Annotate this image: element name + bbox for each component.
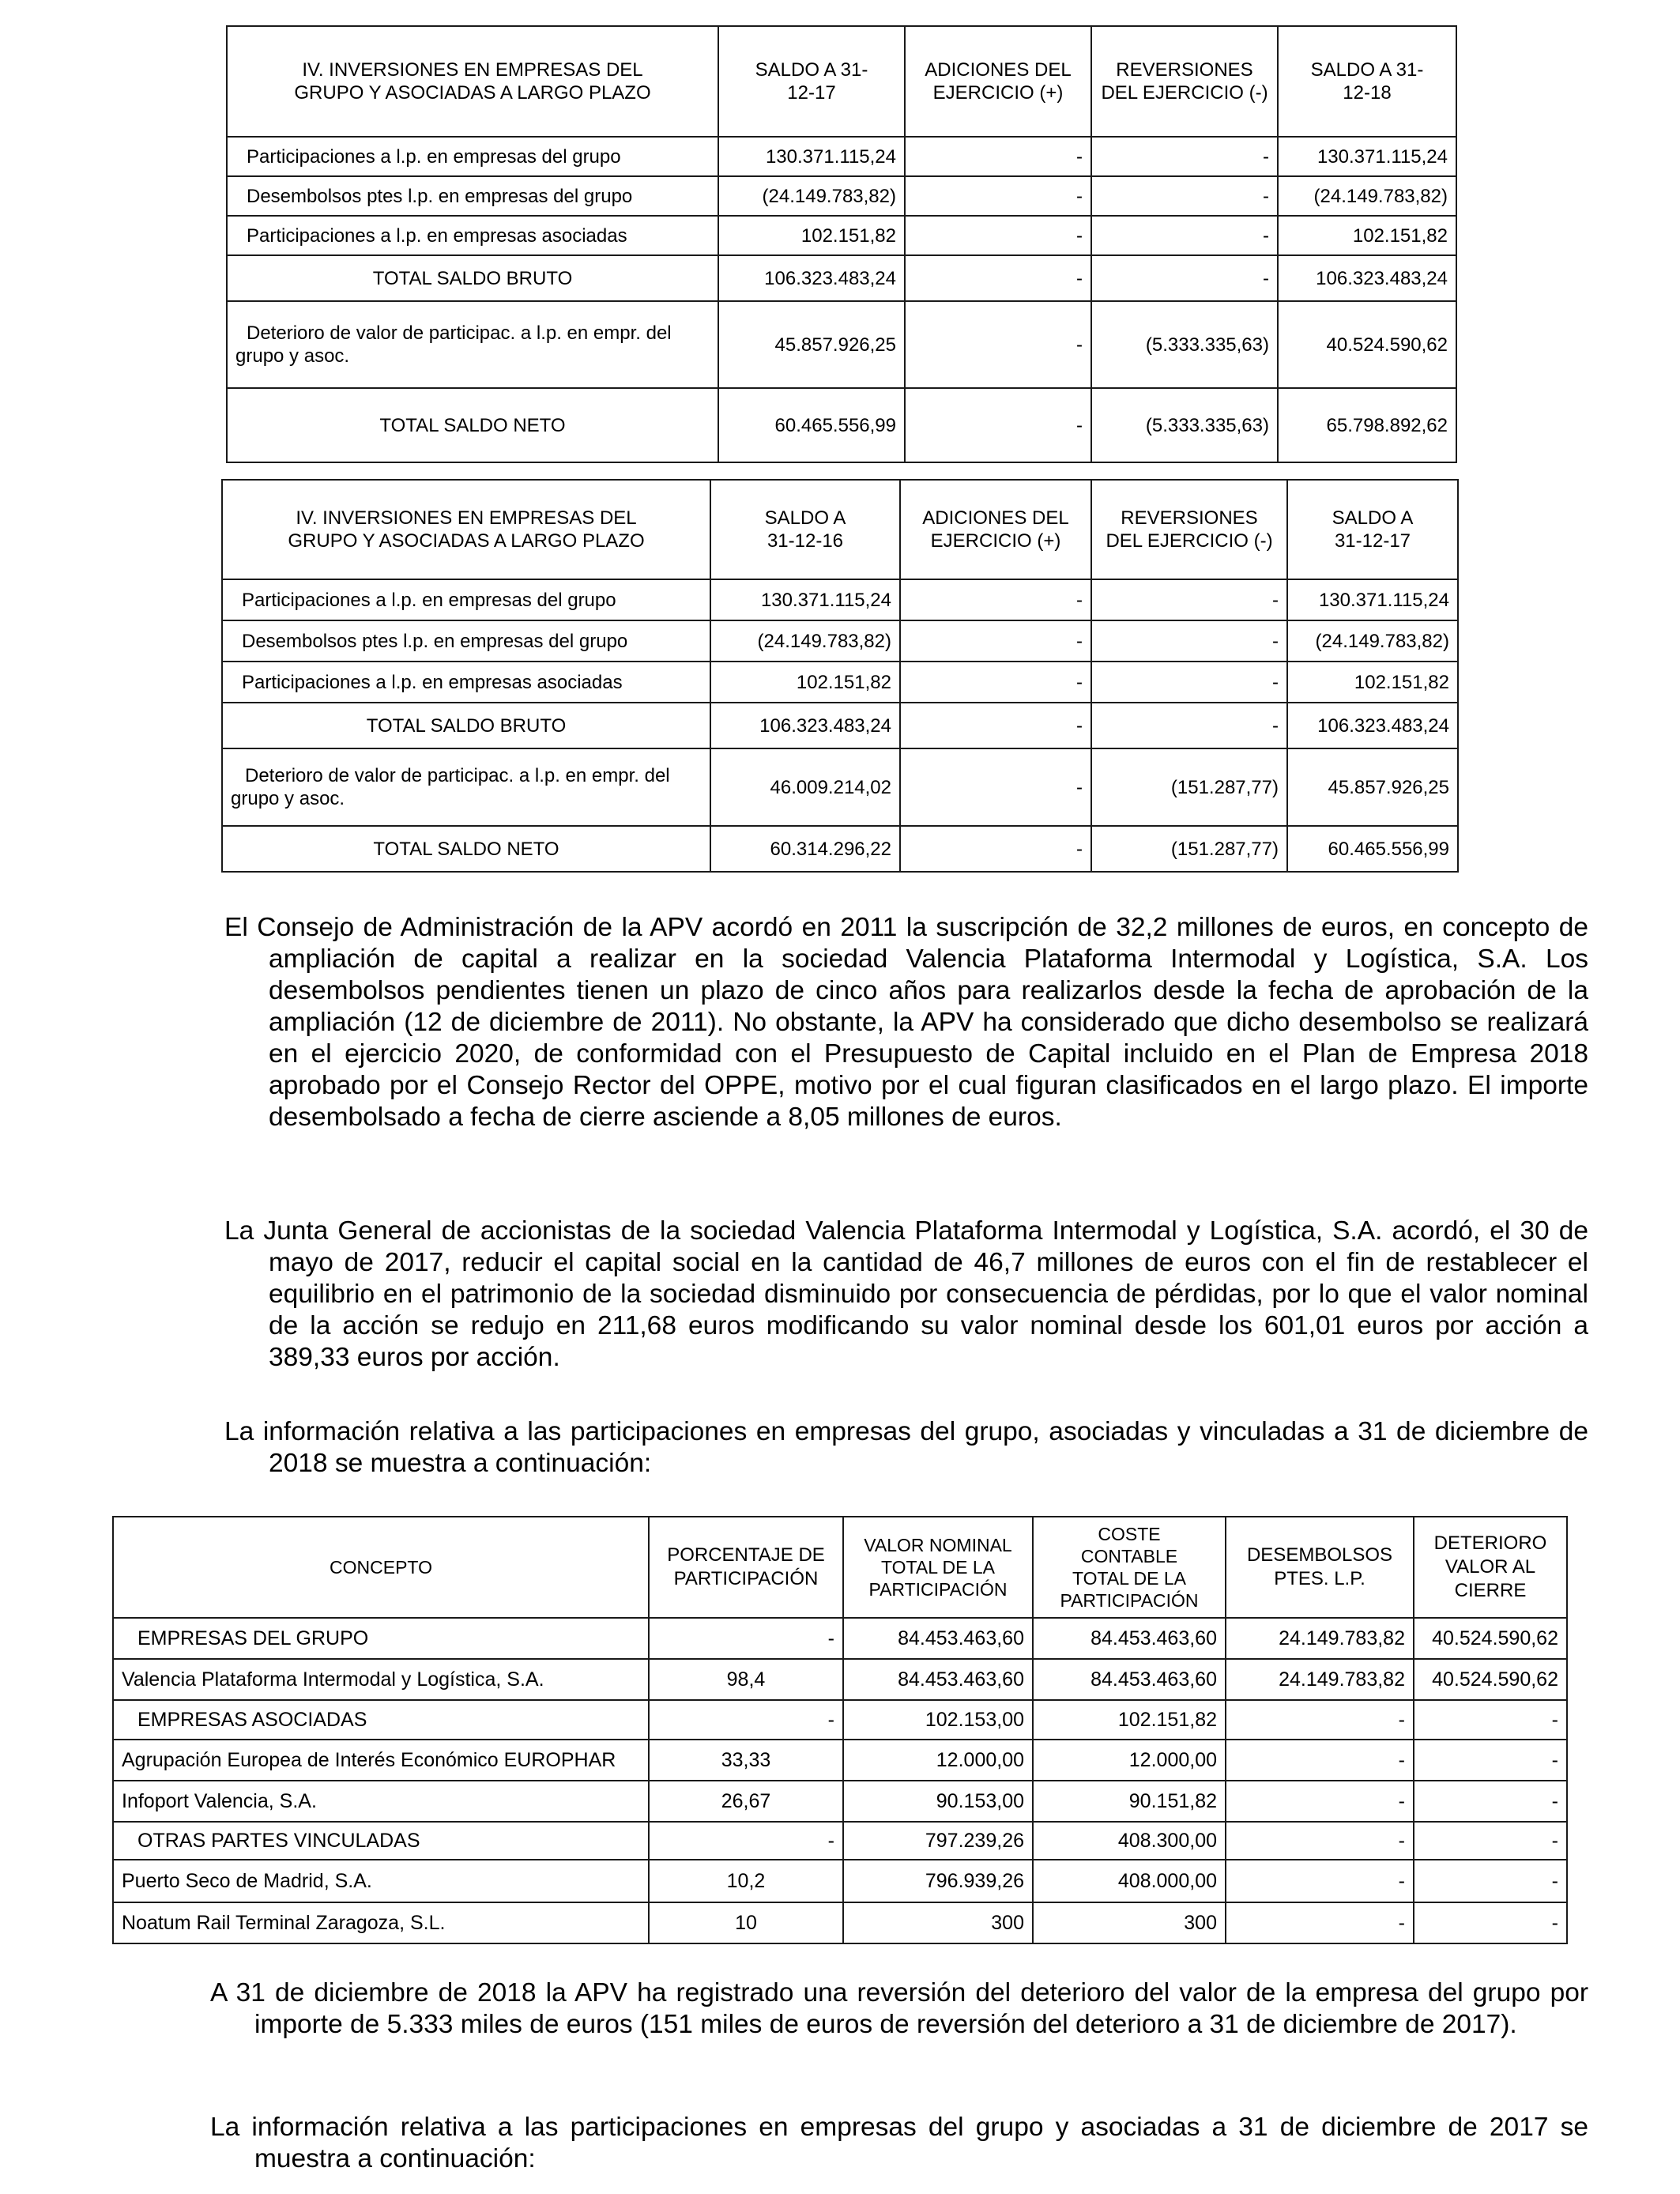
row-label: Participaciones a l.p. en empresas del grupo [227, 137, 718, 176]
cell-value: 102.151,82 [1033, 1700, 1226, 1740]
cell-value: 106.323.483,24 [1278, 255, 1456, 301]
table-row-total [222, 703, 1458, 748]
cell-value: - [1091, 662, 1287, 703]
cell-value: - [1414, 1781, 1567, 1822]
cell-value: (24.149.783,82) [710, 620, 900, 662]
table-header-row [227, 26, 1456, 137]
table-row [227, 176, 1456, 216]
cell-value: 130.371.115,24 [1287, 579, 1458, 620]
cell-value: 26,67 [649, 1781, 843, 1822]
cell-value: 102.153,00 [843, 1700, 1033, 1740]
cell-value: 408.300,00 [1033, 1822, 1226, 1860]
cell-value: - [1226, 1822, 1414, 1860]
participations-table-2018 [112, 1516, 1568, 1944]
table-row [113, 1781, 1567, 1822]
header-desembolsos: DESEMBOLSOS PTES. L.P. [1226, 1517, 1414, 1618]
table-row-total [222, 826, 1458, 872]
cell-value: 130.371.115,24 [710, 579, 900, 620]
table-row [222, 662, 1458, 703]
table-row-section [113, 1700, 1567, 1740]
table-row [113, 1659, 1567, 1700]
row-label: TOTAL SALDO BRUTO [222, 703, 710, 748]
cell-value: - [1226, 1860, 1414, 1902]
cell-value: 98,4 [649, 1659, 843, 1700]
row-label: Puerto Seco de Madrid, S.A. [113, 1860, 649, 1902]
cell-value: 84.453.463,60 [1033, 1659, 1226, 1700]
table-row-total [227, 255, 1456, 301]
cell-value: - [1226, 1700, 1414, 1740]
cell-value: - [1091, 216, 1278, 255]
cell-value: - [1091, 255, 1278, 301]
row-label: OTRAS PARTES VINCULADAS [113, 1822, 649, 1860]
cell-value: 84.453.463,60 [843, 1659, 1033, 1700]
header-adiciones: ADICIONES DEL EJERCICIO (+) [900, 480, 1091, 579]
cell-value: 10 [649, 1902, 843, 1943]
cell-value: - [905, 137, 1091, 176]
cell-value: - [649, 1822, 843, 1860]
investments-table-2018 [226, 25, 1457, 463]
cell-value: - [900, 620, 1091, 662]
paragraph-capital-reduction: La Junta General de accionistas de la sociedad Valencia Plataforma Intermodal y Logística, S.A. acordó, el 30 de mayo de 2017, reducir el capital social en la cantidad de 46,7 millones de euros con el fin de restablecer el equilibrio en el patrimonio de la sociedad disminuido por consecuencia de pérdidas, por lo que el valor nominal de la acción se redujo en 211,68 euros modificando su valor nominal desde los 601,01 euros por acción a 389,33 euros por acción. [224, 1216, 1588, 1372]
row-label: TOTAL SALDO NETO [222, 826, 710, 872]
header-deterioro: DETERIORO VALOR AL CIERRE [1414, 1517, 1567, 1618]
row-label: Participaciones a l.p. en empresas asociadas [222, 662, 710, 703]
cell-value: 102.151,82 [710, 662, 900, 703]
header-valor-nominal: VALOR NOMINAL TOTAL DE LA PARTICIPACIÓN [843, 1517, 1033, 1618]
cell-value: 130.371.115,24 [718, 137, 905, 176]
cell-value: 60.314.296,22 [710, 826, 900, 872]
cell-value: 796.939,26 [843, 1860, 1033, 1902]
cell-value: (24.149.783,82) [1287, 620, 1458, 662]
header-coste-contable: COSTE CONTABLE TOTAL DE LA PARTICIPACIÓN [1033, 1517, 1226, 1618]
table-row [222, 620, 1458, 662]
row-label: Desembolsos ptes l.p. en empresas del grupo [222, 620, 710, 662]
row-label: TOTAL SALDO BRUTO [227, 255, 718, 301]
paragraph-reversion: A 31 de diciembre de 2018 la APV ha registrado una reversión del deterioro del valor de la empresa del grupo por importe de 5.333 miles de euros (151 miles de euros de reversión del deterioro a 31 de diciembre de 2017). [210, 1978, 1588, 2039]
cell-value: - [900, 826, 1091, 872]
cell-value: - [900, 579, 1091, 620]
cell-value: 33,33 [649, 1740, 843, 1781]
row-label: Deterioro de valor de participac. a l.p. en empr. del grupo y asoc. [222, 748, 710, 826]
investments-table-2017 [221, 479, 1459, 873]
cell-value: - [649, 1700, 843, 1740]
row-label: Participaciones a l.p. en empresas del grupo [222, 579, 710, 620]
table-row [113, 1860, 1567, 1902]
row-label: Noatum Rail Terminal Zaragoza, S.L. [113, 1902, 649, 1943]
cell-value: 46.009.214,02 [710, 748, 900, 826]
row-label: EMPRESAS DEL GRUPO [113, 1618, 649, 1659]
cell-value: 40.524.590,62 [1414, 1618, 1567, 1659]
cell-value: (5.333.335,63) [1091, 301, 1278, 388]
cell-value: (151.287,77) [1091, 748, 1287, 826]
cell-value: 12.000,00 [1033, 1740, 1226, 1781]
row-label: Participaciones a l.p. en empresas asociadas [227, 216, 718, 255]
cell-value: - [1414, 1700, 1567, 1740]
header-saldo-final: SALDO A 31-12-17 [1287, 480, 1458, 579]
row-label: Valencia Plataforma Intermodal y Logística, S.A. [113, 1659, 649, 1700]
cell-value: 24.149.783,82 [1226, 1659, 1414, 1700]
cell-value: 12.000,00 [843, 1740, 1033, 1781]
header-adiciones: ADICIONES DEL EJERCICIO (+) [905, 26, 1091, 137]
cell-value: - [1091, 137, 1278, 176]
cell-value: - [905, 388, 1091, 462]
header-saldo-final: SALDO A 31-12-18 [1278, 26, 1456, 137]
cell-value: - [1414, 1822, 1567, 1860]
cell-value: 102.151,82 [1287, 662, 1458, 703]
cell-value: 90.151,82 [1033, 1781, 1226, 1822]
cell-value: 106.323.483,24 [718, 255, 905, 301]
header-porcentaje: PORCENTAJE DE PARTICIPACIÓN [649, 1517, 843, 1618]
cell-value: 130.371.115,24 [1278, 137, 1456, 176]
cell-value: - [1226, 1740, 1414, 1781]
row-label: TOTAL SALDO NETO [227, 388, 718, 462]
cell-value: - [1091, 703, 1287, 748]
cell-value: 60.465.556,99 [1287, 826, 1458, 872]
cell-value: 102.151,82 [718, 216, 905, 255]
table-header-row [222, 480, 1458, 579]
paragraph-info-2017: La información relativa a las participaciones en empresas del grupo y asociadas a 31 de diciembre de 2017 se muestra a continuación: [210, 2113, 1588, 2173]
header-concept: IV. INVERSIONES EN EMPRESAS DEL GRUPO Y ASOCIADAS A LARGO PLAZO [227, 26, 718, 137]
cell-value: - [900, 662, 1091, 703]
row-label: Desembolsos ptes l.p. en empresas del grupo [227, 176, 718, 216]
table-row [227, 216, 1456, 255]
table-row [227, 301, 1456, 388]
cell-value: - [1091, 176, 1278, 216]
header-saldo-inicial: SALDO A 31-12-16 [710, 480, 900, 579]
cell-value: - [905, 216, 1091, 255]
table-header-row [113, 1517, 1567, 1618]
cell-value: - [905, 301, 1091, 388]
table-row-total [227, 388, 1456, 462]
table-row [227, 137, 1456, 176]
table-row-section [113, 1618, 1567, 1659]
cell-value: - [1226, 1781, 1414, 1822]
cell-value: 10,2 [649, 1860, 843, 1902]
table-row [113, 1902, 1567, 1943]
cell-value: 65.798.892,62 [1278, 388, 1456, 462]
cell-value: - [900, 748, 1091, 826]
cell-value: (151.287,77) [1091, 826, 1287, 872]
cell-value: 84.453.463,60 [1033, 1618, 1226, 1659]
cell-value: 102.151,82 [1278, 216, 1456, 255]
row-label: Infoport Valencia, S.A. [113, 1781, 649, 1822]
cell-value: 45.857.926,25 [1287, 748, 1458, 826]
row-label: EMPRESAS ASOCIADAS [113, 1700, 649, 1740]
header-saldo-inicial: SALDO A 31-12-17 [718, 26, 905, 137]
row-label: Agrupación Europea de Interés Económico EUROPHAR [113, 1740, 649, 1781]
table-row [222, 748, 1458, 826]
cell-value: - [1091, 579, 1287, 620]
header-reversiones: REVERSIONES DEL EJERCICIO (-) [1091, 26, 1278, 137]
cell-value: - [649, 1618, 843, 1659]
cell-value: (24.149.783,82) [718, 176, 905, 216]
cell-value: - [905, 255, 1091, 301]
cell-value: 24.149.783,82 [1226, 1618, 1414, 1659]
cell-value: 300 [1033, 1902, 1226, 1943]
cell-value: - [905, 176, 1091, 216]
paragraph-info-2018: La información relativa a las participaciones en empresas del grupo, asociadas y vinculadas a 31 de diciembre de 2018 se muestra a continuación: [224, 1417, 1588, 1478]
header-concepto: CONCEPTO [113, 1517, 649, 1618]
table-row [222, 579, 1458, 620]
cell-value: - [1091, 620, 1287, 662]
cell-value: - [1414, 1902, 1567, 1943]
table-row-section [113, 1822, 1567, 1860]
cell-value: 300 [843, 1902, 1033, 1943]
cell-value: 40.524.590,62 [1414, 1659, 1567, 1700]
cell-value: - [1414, 1860, 1567, 1902]
header-concept: IV. INVERSIONES EN EMPRESAS DEL GRUPO Y ASOCIADAS A LARGO PLAZO [222, 480, 710, 579]
cell-value: 106.323.483,24 [710, 703, 900, 748]
cell-value: - [1414, 1740, 1567, 1781]
cell-value: - [900, 703, 1091, 748]
table-row [113, 1740, 1567, 1781]
cell-value: 40.524.590,62 [1278, 301, 1456, 388]
cell-value: 106.323.483,24 [1287, 703, 1458, 748]
paragraph-capital-subscription: El Consejo de Administración de la APV acordó en 2011 la suscripción de 32,2 millones de euros, en concepto de ampliación de capital a realizar en la sociedad Valencia Plataforma Intermodal y Logística, S.A. Los desembolsos pendientes tienen un plazo de cinco años para realizarlos desde la fecha de aprobación de la ampliación (12 de diciembre de 2011). No obstante, la APV ha considerado que dicho desembolso se realizará en el ejercicio 2020, de conformidad con el Presupuesto de Capital incluido en el Plan de Empresa 2018 aprobado por el Consejo Rector del OPPE, motivo por el cual figuran clasificados en el largo plazo. El importe desembolsado a fecha de cierre asciende a 8,05 millones de euros. [224, 913, 1588, 1132]
header-reversiones: REVERSIONES DEL EJERCICIO (-) [1091, 480, 1287, 579]
cell-value: - [1226, 1902, 1414, 1943]
cell-value: 797.239,26 [843, 1822, 1033, 1860]
cell-value: 45.857.926,25 [718, 301, 905, 388]
cell-value: 60.465.556,99 [718, 388, 905, 462]
cell-value: (24.149.783,82) [1278, 176, 1456, 216]
cell-value: 408.000,00 [1033, 1860, 1226, 1902]
row-label: Deterioro de valor de participac. a l.p. en empr. del grupo y asoc. [227, 301, 718, 388]
cell-value: (5.333.335,63) [1091, 388, 1278, 462]
cell-value: 84.453.463,60 [843, 1618, 1033, 1659]
cell-value: 90.153,00 [843, 1781, 1033, 1822]
